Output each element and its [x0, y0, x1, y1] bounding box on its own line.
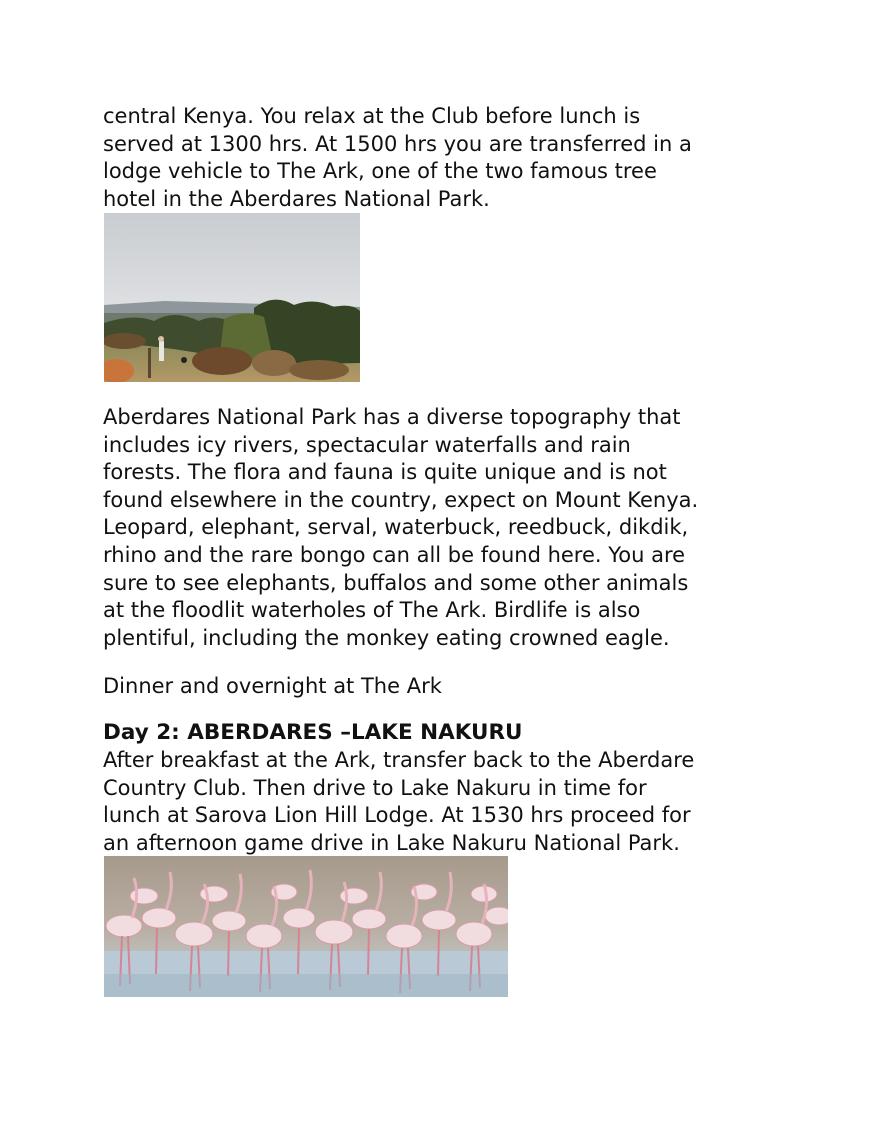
text-line: Aberdares National Park has a diverse topography that [103, 405, 681, 429]
text-line: at the floodlit waterholes of The Ark. Birdlife is also [103, 598, 641, 623]
text-line: plentiful, including the monkey eating crowned eagle. [103, 625, 670, 650]
text-line: served at 1300 hrs. At 1500 hrs you are transferred in a [103, 131, 692, 156]
aberdares-description-paragraph [103, 404, 783, 652]
flamingos-photo [104, 856, 508, 997]
text-line: Dinner and overnight at The Ark [103, 674, 442, 698]
day-2-paragraph [103, 747, 783, 857]
text-line: rhino and the rare bongo can all be found here. You are [103, 542, 686, 567]
dinner-note [103, 673, 783, 701]
intro-paragraph [103, 103, 783, 213]
text-line: includes icy rivers, spectacular waterfalls and rain [103, 432, 631, 457]
day-2-heading: Day 2: ABERDARES –LAKE NAKURU [103, 720, 523, 745]
text-line: Leopard, elephant, serval, waterbuck, reedbuck, dikdik, [103, 515, 689, 540]
aberdares-landscape-photo [104, 213, 360, 382]
text-line: Country Club. Then drive to Lake Nakuru in time for [103, 775, 647, 800]
text-line: central Kenya. You relax at the Club before lunch is [103, 104, 641, 128]
text-line: lodge vehicle to The Ark, one of the two famous tree [103, 159, 657, 184]
text-line: found elsewhere in the country, expect on Mount Kenya. [103, 487, 699, 512]
text-line: After breakfast at the Ark, transfer back to the Aberdare [103, 748, 695, 772]
text-line: lunch at Sarova Lion Hill Lodge. At 1530 hrs proceed for [103, 803, 691, 828]
text-line: hotel in the Aberdares National Park. [103, 186, 490, 211]
text-line: forests. The flora and fauna is quite unique and is not [103, 460, 667, 485]
text-line: an afternoon game drive in Lake Nakuru National Park. [103, 830, 680, 855]
text-line: sure to see elephants, buffalos and some other animals [103, 570, 689, 595]
